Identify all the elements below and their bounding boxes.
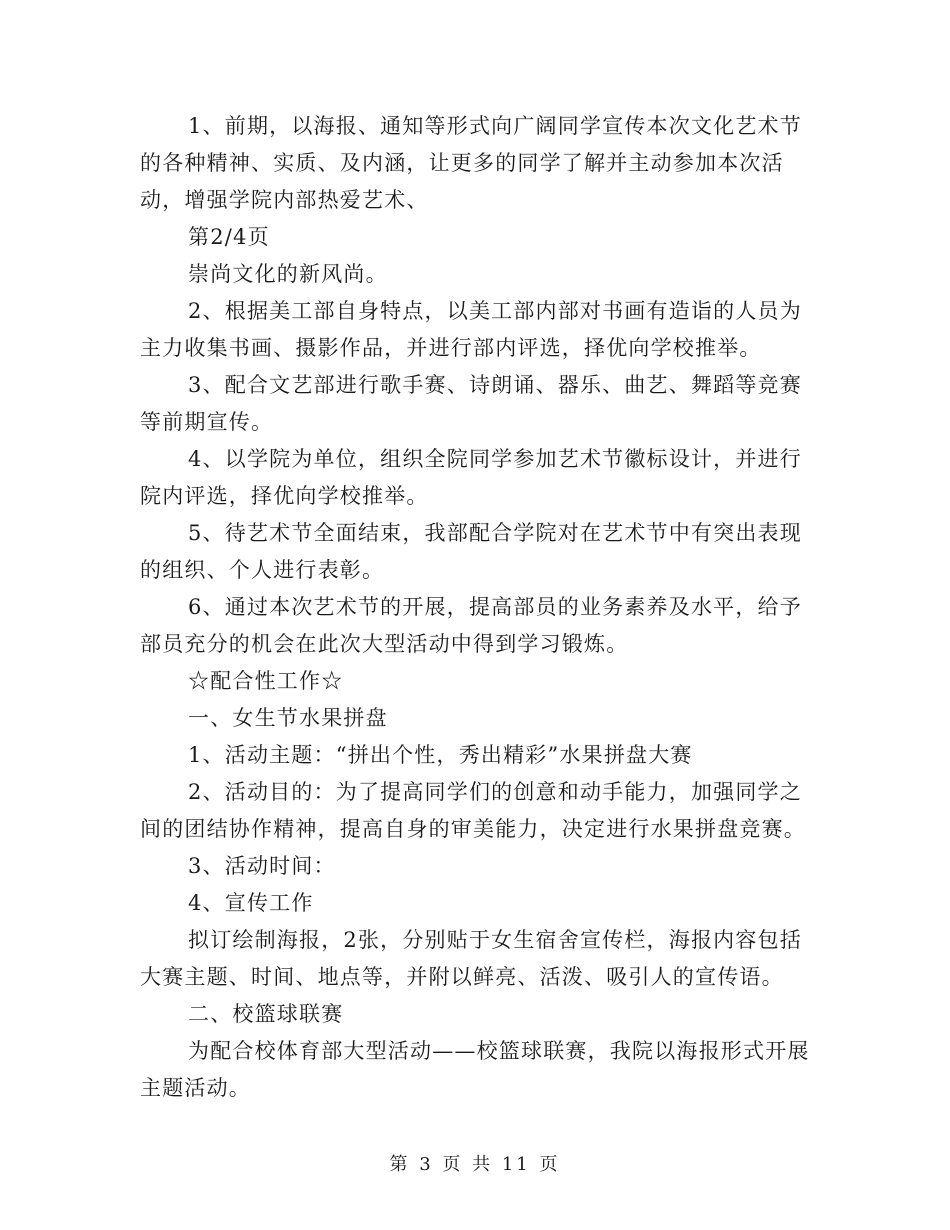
paragraph-3: 2、根据美工部自身特点，以美工部内部对书画有造诣的人员为主力收集书画、摄影作品，并进行部内评选，择优向学校推举。 (140, 299, 802, 360)
section-heading-fruit-platter: 一、女生节水果拼盘 (188, 706, 388, 730)
paragraph-7: 6、通过本次艺术节的开展，提高部员的业务素养及水平，给予部员充分的机会在此次大型活动中得到学习锻炼。 (140, 595, 802, 656)
document-body (140, 108, 810, 1107)
paragraph-poster-plan: 拟订绘制海报，2张，分别贴于女生宿舍宣传栏，海报内容包括大赛主题、时间、地点等，并附以鲜亮、活泼、吸引人的宣传语。 (140, 928, 802, 989)
paragraph-basketball-activity: 为配合校体育部大型活动——校篮球联赛，我院以海报形式开展主题活动。 (140, 1039, 810, 1100)
paragraph-4: 3、配合文艺部进行歌手赛、诗朗诵、器乐、曲艺、舞蹈等竞赛等前期宣传。 (140, 373, 802, 434)
paragraph-activity-theme: 1、活动主题：“拼出个性，秀出精彩”水果拼盘大赛 (188, 743, 693, 767)
paragraph-5: 4、以学院为单位，组织全院同学参加艺术节徽标设计，并进行院内评选，择优向学校推举。 (140, 447, 802, 508)
section-heading-cooperative-work: ☆配合性工作☆ (188, 669, 344, 693)
paragraph-1: 1、前期，以海报、通知等形式向广阔同学宣传本次文化艺术节的各种精神、实质、及内涵，让更多的同学了解并主动参加本次活动，增强学院内部热爱艺术、 (140, 114, 802, 212)
paragraph-page-marker: 第2/4页 (188, 225, 270, 249)
paragraph-activity-purpose: 2、活动目的：为了提高同学们的创意和动手能力，加强同学之间的团结协作精神，提高自身的审美能力，决定进行水果拼盘竞赛。 (140, 780, 806, 841)
page-footer: 第 3 页 共 11 页 (389, 1154, 561, 1175)
paragraph-2: 崇尚文化的新风尚。 (188, 262, 388, 286)
paragraph-6: 5、待艺术节全面结束，我部配合学院对在艺术节中有突出表现的组织、个人进行表彰。 (140, 521, 802, 582)
section-heading-basketball-league: 二、校篮球联赛 (188, 1002, 344, 1026)
paragraph-publicity-work: 4、宣传工作 (188, 891, 314, 915)
paragraph-activity-time: 3、活动时间： (188, 854, 336, 878)
